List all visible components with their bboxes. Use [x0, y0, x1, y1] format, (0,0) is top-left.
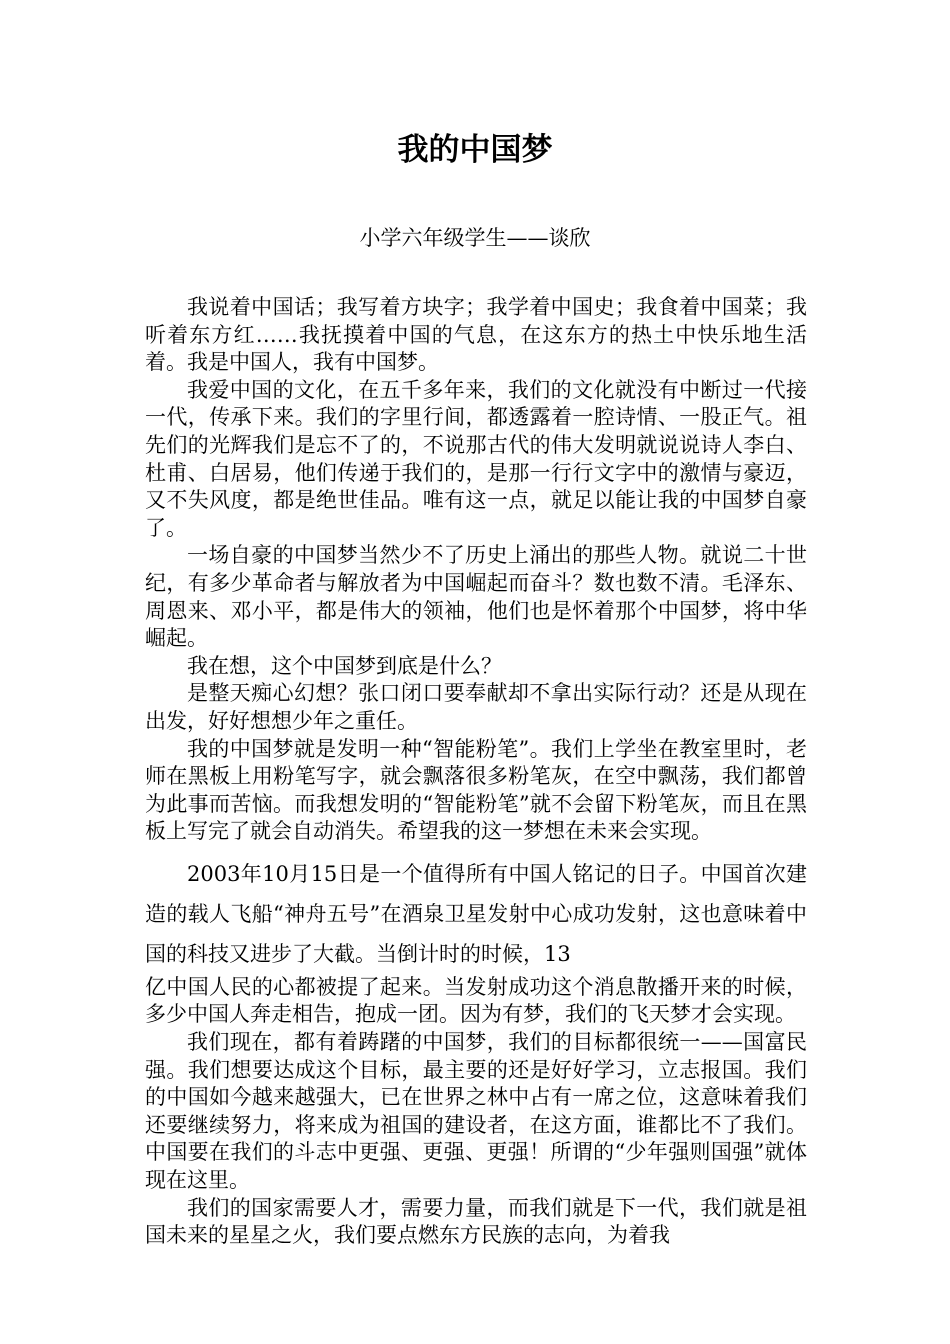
paragraph: 我们现在，都有着踌躇的中国梦，我们的目标都很统一——国富民强。我们想要达成这个目标，最主要的还是好好学习，立志报国。我们的中国如今越来越强大，已在世界之林中占有一席之位，这意味着我们还要继续努力，将来成为祖国的建设者，在这方面，谁都比不了我们。中国要在我们的斗志中更强、更强、更强！所谓的“少年强则国强”就体现在这里。 [145, 1030, 807, 1193]
paragraph: 我说着中国话；我写着方块字；我学着中国史；我食着中国菜；我听着东方红……我抚摸着中国的气息，在这东方的热土中快乐地生活着。我是中国人，我有中国梦。 [145, 295, 807, 375]
document-body [145, 294, 807, 1250]
paragraph: 是整天痴心幻想？张口闭口要奉献却不拿出实际行动？还是从现在出发，好好想想少年之重任。 [145, 681, 807, 733]
paragraph: 一场自豪的中国梦当然少不了历史上涌出的那些人物。就说二十世纪，有多少革命者与解放者为中国崛起而奋斗？数也数不清。毛泽东、周恩来、邓小平，都是伟大的领袖，他们也是怀着那个中国梦，将中华崛起。 [145, 543, 807, 651]
paragraph: 我们的国家需要人才，需要力量，而我们就是下一代，我们就是祖国未来的星星之火，我们要点燃东方民族的志向，为着我 [145, 1195, 807, 1248]
paragraph: 亿中国人民的心都被提了起来。当发射成功这个消息散播开来的时候，多少中国人奔走相告，抱成一团。因为有梦，我们的飞天梦才会实现。 [145, 974, 807, 1027]
paragraph: 2003年10月15日是一个值得所有中国人铭记的日子。中国首次建造的载人飞船“神舟五号”在酒泉卫星发射中心成功发射，这也意味着中国的科技又进步了大截。当倒计时的时候，13 [145, 861, 807, 966]
paragraph: 我爱中国的文化，在五千多年来，我们的文化就没有中断过一代接一代，传承下来。我们的字里行间，都透露着一腔诗情、一股正气。祖先们的光辉我们是忘不了的，不说那古代的伟大发明就说说诗人李白、杜甫、白居易，他们传递于我们的，是那一行行文字中的激情与豪迈，又不失风度，都是绝世佳品。唯有这一点，就足以能让我的中国梦自豪了。 [145, 377, 807, 540]
paragraph: 我在想，这个中国梦到底是什么？ [187, 653, 502, 678]
document-subtitle: 小学六年级学生——谈欣 [359, 226, 591, 250]
document-title: 我的中国梦 [397, 132, 553, 168]
paragraph: 我的中国梦就是发明一种“智能粉笔”。我们上学坐在教室里时，老师在黑板上用粉笔写字，就会飘落很多粉笔灰，在空中飘荡，我们都曾为此事而苦恼。而我想发明的“智能粉笔”就不会留下粉笔灰，而且在黑板上写完了就会自动消失。希望我的这一梦想在未来会实现。 [145, 736, 807, 844]
